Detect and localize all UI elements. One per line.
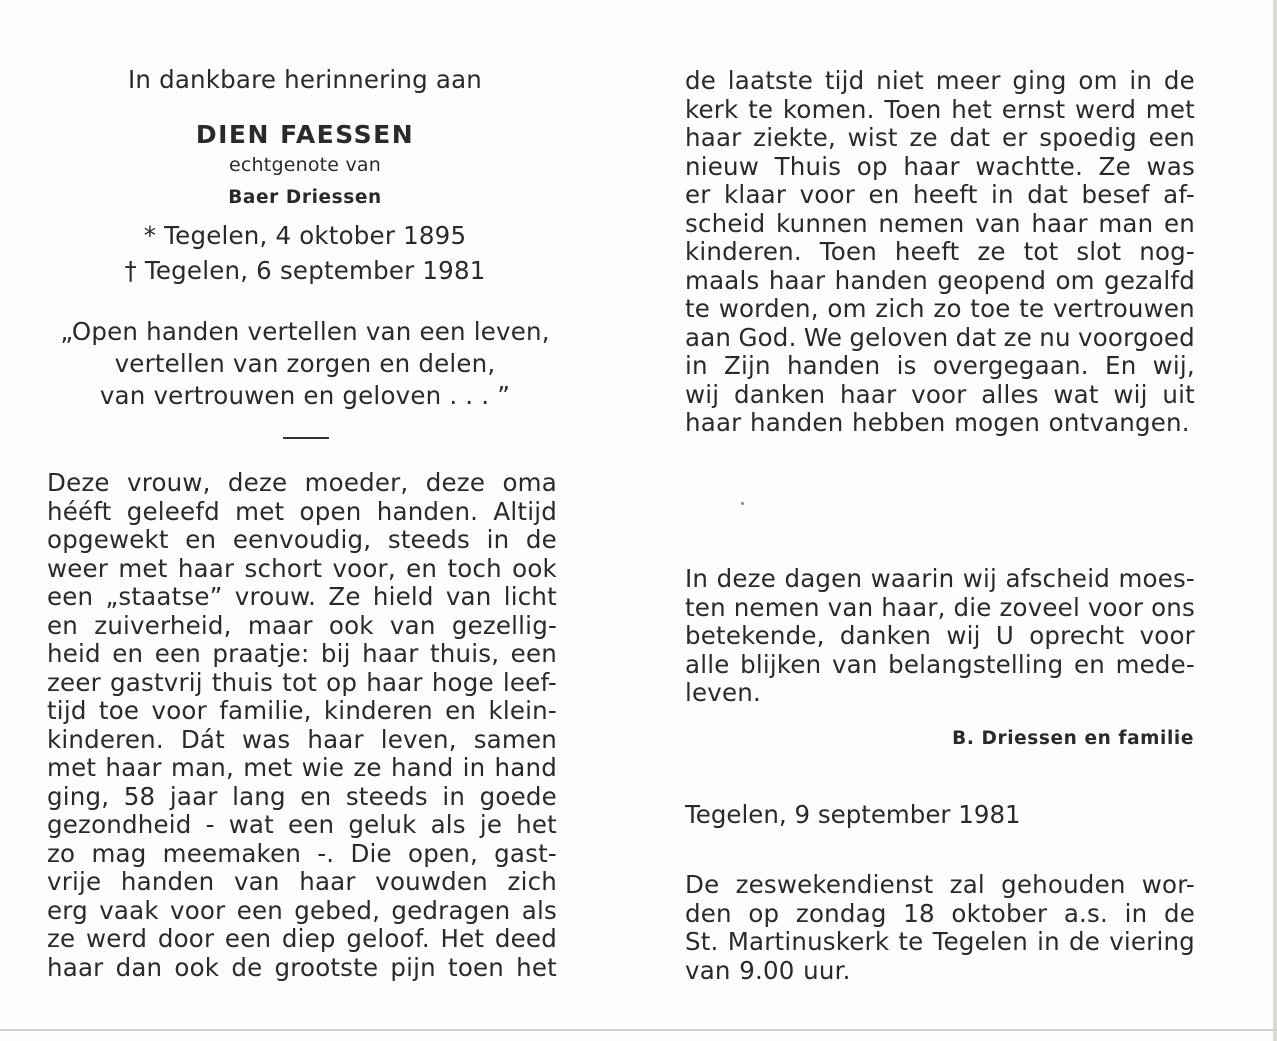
right-body <box>685 67 1195 438</box>
text-line: met haar man, met wie ze hand in hand <box>47 753 557 782</box>
text-line: haar ziekte, wist ze dat er spoedig een <box>685 123 1195 152</box>
text-line: opgewekt en eenvoudig, steeds in de <box>47 525 557 554</box>
text-line: weer met haar schort voor, en toch ook <box>47 553 557 583</box>
spouse-intro: echtgenote van <box>229 154 381 176</box>
text-line: leven. <box>685 678 761 707</box>
intro-line: In dankbare herinnering aan <box>127 65 483 94</box>
text-line: maals haar handen geopend om gezalfd <box>685 265 1195 295</box>
text-line: vrije handen van haar vouwden zich <box>47 867 557 896</box>
text-line: kinderen. Toen heeft ze tot slot nog- <box>685 237 1195 266</box>
text-line: aan God. We geloven dat ze nu voorgoed <box>685 322 1195 352</box>
text-line: haar dan ook de grootste pijn toen het <box>47 952 557 982</box>
place-date: Tegelen, 9 september 1981 <box>685 800 1021 829</box>
text-line: scheid kunnen nemen van haar man en <box>685 208 1195 238</box>
text-line: kerk te komen. Toen het ernst werd met <box>685 94 1195 124</box>
text-line: Deze vrouw, deze moeder, deze oma <box>47 468 557 497</box>
text-line: nieuw Thuis op haar wachtte. Ze was <box>685 151 1195 181</box>
text-line: en zuiverheid, maar ook van gezellig- <box>47 610 557 640</box>
text-line: ten nemen van haar, die zoveel voor ons <box>685 592 1195 622</box>
text-line: erg vaak voor een gebed, gedragen als <box>47 895 557 925</box>
text-line: een „staatse” vrouw. Ze hield van licht <box>47 582 557 611</box>
text-line: zeer gastvrij thuis tot op haar hoge leef- <box>47 667 557 697</box>
birth-line: * Tegelen, 4 oktober 1895 <box>143 221 467 250</box>
text-line: alle blijken van belangstelling en mede- <box>685 649 1195 679</box>
quote-line: „Open handen vertellen van een leven, <box>60 317 550 346</box>
text-line: kinderen. Dát was haar leven, samen <box>47 724 557 754</box>
left-body <box>47 469 557 982</box>
text-line: gezondheid - wat een geluk als je het <box>47 810 557 839</box>
text-line: tijd toe voor familie, kinderen en klein- <box>47 696 557 725</box>
text-line: ze werd door een diep geloof. Het deed <box>47 924 557 953</box>
deceased-name: DIEN FAESSEN <box>195 119 415 149</box>
quote-line: van vertrouwen en geloven . . . ” <box>99 381 511 410</box>
thanks-paragraph <box>685 565 1195 708</box>
text-line: te worden, om zich zo toe te vertrouwen <box>685 294 1195 323</box>
text-line: er klaar voor en heeft in dat besef af- <box>685 180 1195 209</box>
quote-line: vertellen van zorgen en delen, <box>114 349 496 378</box>
text-line: in Zijn handen is overgegaan. En wij, <box>685 351 1195 380</box>
signature: B. Driessen en familie <box>952 728 1194 749</box>
text-line: heid en een praatje: bij haar thuis, een <box>47 639 557 668</box>
speck <box>741 502 744 505</box>
text-line: St. Martinuskerk te Tegelen in de viering <box>685 927 1195 956</box>
text-line: zo mag meemaken -. Die open, gast- <box>47 838 557 868</box>
card-edge <box>1273 0 1277 1041</box>
text-line: In deze dagen waarin wij afscheid moes- <box>685 564 1195 593</box>
text-line: De zeswekendienst zal gehouden wor- <box>685 870 1195 899</box>
text-line: haar handen hebben mogen ontvangen. <box>685 408 1190 437</box>
spouse-name: Baer Driessen <box>228 186 382 208</box>
death-line: † Tegelen, 6 september 1981 <box>124 255 486 285</box>
text-line: hééft geleefd met open handen. Altijd <box>47 496 557 526</box>
quote-block <box>40 316 570 412</box>
divider <box>283 437 329 439</box>
text-line: de laatste tijd niet meer ging om in de <box>685 66 1195 95</box>
service-paragraph <box>685 871 1195 985</box>
text-line: betekende, danken wij U oprecht voor <box>685 621 1195 650</box>
card-edge <box>0 1029 1277 1031</box>
text-line: ging, 58 jaar lang en steeds in goede <box>47 781 557 811</box>
text-line: den op zondag 18 oktober a.s. in de <box>685 898 1195 928</box>
header-block <box>100 66 510 285</box>
text-line: van 9.00 uur. <box>685 955 851 985</box>
text-line: wij danken haar voor alles wat wij uit <box>685 379 1195 409</box>
